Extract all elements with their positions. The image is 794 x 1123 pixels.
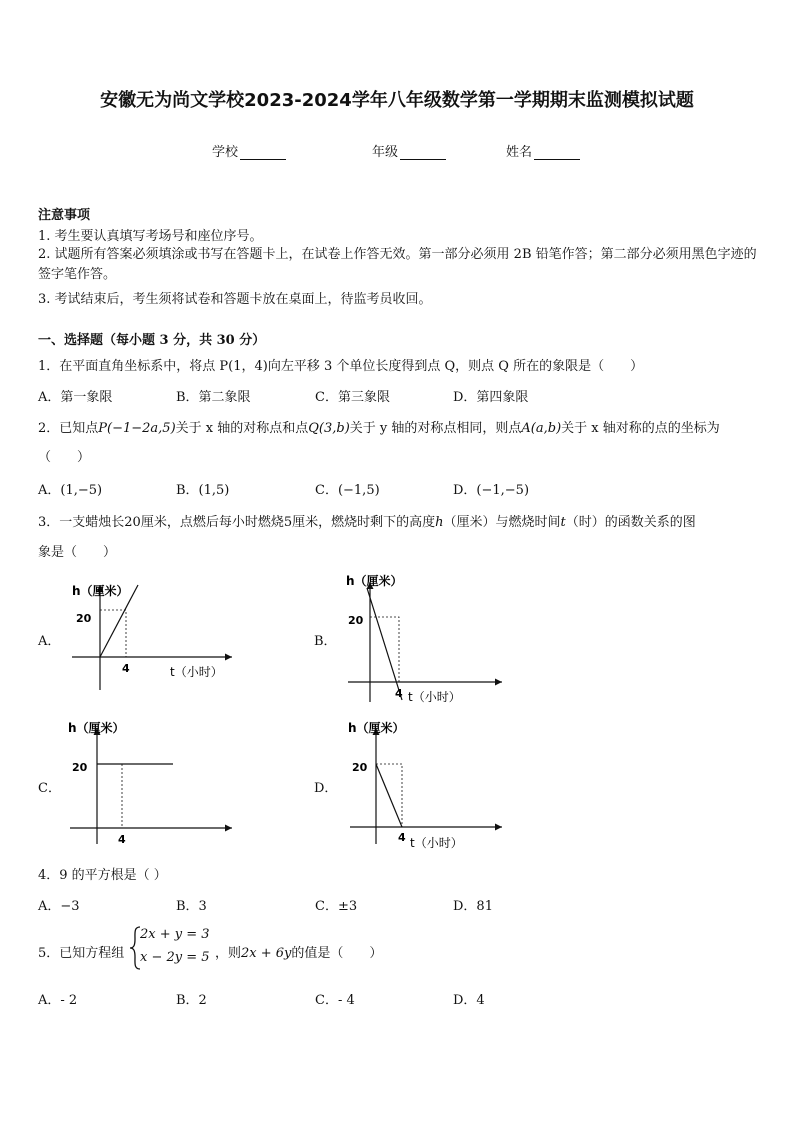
name-field[interactable] bbox=[506, 141, 580, 160]
q5-option-c[interactable]: C．- 4 bbox=[315, 993, 355, 1008]
q5-option-b[interactable]: B．2 bbox=[176, 993, 207, 1008]
q1-option-b[interactable]: B．第二象限 bbox=[176, 390, 251, 405]
value-4: 4 bbox=[398, 831, 406, 844]
value-20: 20 bbox=[72, 761, 88, 774]
grade-label: 年级 bbox=[372, 145, 399, 160]
value-4: 4 bbox=[118, 833, 126, 846]
h-axis-label: h（厘米） bbox=[348, 721, 405, 735]
school-label: 学校 bbox=[212, 145, 239, 160]
school-field[interactable] bbox=[212, 141, 286, 160]
q4-option-a[interactable]: A．−3 bbox=[38, 899, 80, 914]
h-axis-label: h（厘米） bbox=[346, 574, 403, 588]
guide-line bbox=[370, 617, 399, 682]
q3-graph-a[interactable] bbox=[60, 575, 250, 700]
q3-graph-b[interactable] bbox=[340, 570, 520, 710]
h-axis-label: h（厘米） bbox=[68, 721, 125, 735]
note-item: 2. 试题所有答案必须填涂或书写在答题卡上，在试卷上作答无效。第一部分必须用 2B 铅笔作答；第二部分必须用黑色字迹的签字笔作答。 bbox=[38, 247, 757, 282]
q3-graph-d[interactable] bbox=[340, 716, 520, 856]
t-axis-label: t（小时） bbox=[170, 665, 223, 679]
grade-field[interactable] bbox=[372, 141, 446, 160]
q3-option-d-letter[interactable]: D． bbox=[314, 781, 338, 796]
q5-option-a[interactable]: A．- 2 bbox=[38, 993, 78, 1008]
q3-graph-c[interactable] bbox=[60, 716, 250, 846]
note-item: 1. 考生要认真填写考场号和座位序号。 bbox=[38, 229, 263, 244]
value-20: 20 bbox=[352, 761, 368, 774]
section-heading: 一、选择题（每小题 3 分，共 30 分） bbox=[38, 333, 266, 348]
page-title: 安徽无为尚文学校2023-2024学年八年级数学第一学期期末监测模拟试题 bbox=[100, 90, 694, 111]
q2-option-b[interactable]: B．(1,5) bbox=[176, 483, 230, 498]
q3-option-c-letter[interactable]: C． bbox=[38, 781, 61, 796]
note-item: 3. 考试结束后，考生须将试卷和答题卡放在桌面上，待监考员收回。 bbox=[38, 292, 432, 307]
q2-option-a[interactable]: A．(1,−5) bbox=[38, 483, 103, 498]
question-5-text: ，则2x + 6y的值是（ ） bbox=[215, 946, 383, 961]
h-axis-label: h（厘米） bbox=[72, 584, 129, 598]
question-3-text-line2: 象是（ ） bbox=[38, 545, 117, 560]
name-label: 姓名 bbox=[506, 145, 533, 160]
equation-1: 2x + y = 3 bbox=[140, 927, 210, 942]
notes-heading: 注意事项 bbox=[38, 208, 91, 223]
question-3-text: 3．一支蜡烛长20厘米，点燃后每小时燃烧5厘米，燃烧时剩下的高度h（厘米）与燃烧时间t（时）的函数关系的图 bbox=[38, 515, 696, 530]
value-20: 20 bbox=[348, 614, 364, 627]
q4-option-d[interactable]: D．81 bbox=[453, 899, 493, 914]
question-2-paren: （ ） bbox=[38, 450, 91, 465]
q2-option-d[interactable]: D．(−1,−5) bbox=[453, 483, 530, 498]
question-2-text: 2．已知点P(−1−2a,5)关于 x 轴的对称点和点Q(3,b)关于 y 轴的对称点相同，则点A(a,b)关于 x 轴对称的点的坐标为 bbox=[38, 421, 720, 436]
q2-option-c[interactable]: C．(−1,5) bbox=[315, 483, 380, 498]
q1-option-a[interactable]: A．第一象限 bbox=[38, 390, 113, 405]
graph-line bbox=[376, 764, 402, 827]
q1-option-c[interactable]: C．第三象限 bbox=[315, 390, 390, 405]
value-20: 20 bbox=[76, 612, 92, 625]
q4-option-b[interactable]: B．3 bbox=[176, 899, 207, 914]
q1-option-d[interactable]: D．第四象限 bbox=[453, 390, 529, 405]
t-axis-label: t（小时） bbox=[408, 690, 461, 704]
q3-option-a-letter[interactable]: A． bbox=[38, 634, 61, 649]
q3-option-b-letter[interactable]: B． bbox=[314, 634, 337, 649]
q5-option-d[interactable]: D．4 bbox=[453, 993, 485, 1008]
q4-option-c[interactable]: C．±3 bbox=[315, 899, 358, 914]
value-4: 4 bbox=[395, 687, 403, 700]
graph-line bbox=[367, 588, 402, 700]
equation-2: x − 2y = 5 bbox=[140, 950, 210, 965]
t-axis-label: t（小时） bbox=[410, 836, 463, 850]
question-4-text: 4．9 的平方根是（ ） bbox=[38, 868, 167, 883]
question-5-prefix: 5．已知方程组 bbox=[38, 946, 125, 961]
value-4: 4 bbox=[122, 662, 130, 675]
question-1-text: 1．在平面直角坐标系中，将点 P(1，4)向左平移 3 个单位长度得到点 Q，则点 Q 所在的象限是（ ） bbox=[38, 359, 644, 374]
